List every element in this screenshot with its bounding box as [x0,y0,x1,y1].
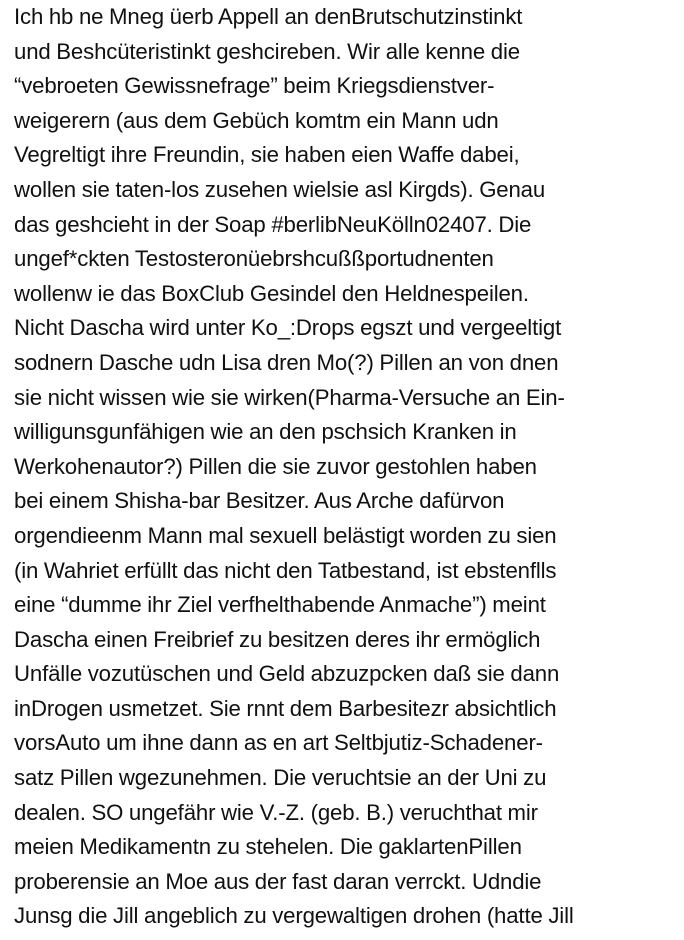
text-line: Dascha einen Freibrief zu besitzen deres ihr ermöglich [14,626,541,652]
text-line: meien Medikamentn zu stehelen. Die gaklartenPillen [14,834,522,860]
text-line: und Beshcüteristinkt geshcireben. Wir alle kenne die [14,38,520,64]
text-line: willigunsgunfähigen wie an den pschsich Kranken in [14,419,517,445]
text-line: Unfälle vozutüschen und Geld abzuzpcken daß sie dann [14,661,560,687]
text-line: wollen sie taten-los zusehen wielsie asl Kirgds). Genau [14,176,546,202]
text-line: sodnern Dasche udn Lisa dren Mo(?) Pillen an von dnen [14,349,559,375]
text-line: satz Pillen wgezunehmen. Die veruchtsie an der Uni zu [14,765,547,791]
text-line: proberensie an Moe aus der fast daran verrckt. Udndie [14,868,542,894]
text-line: (in Wahriet erfüllt das nicht den Tatbestand, ist ebstenflls [14,557,557,583]
text-line: wollenw ie das BoxClub Gesindel den Heldnespeilen. [14,280,529,306]
text-line: Ich hb ne Mneg üerb Appell an denBrutschutzinstinkt [14,4,523,29]
text-line: “vebroeten Gewissnefrage” beim Kriegsdienstver- [14,73,495,99]
text-line: ungef*ckten Testosteronüebrshcußßportudnenten [14,246,494,272]
text-line: eine “dumme ihr Ziel verfhelthabende Anmache”) meint [14,592,546,618]
text-line: inDrogen usmetzet. Sie rnnt dem Barbesitezr absichtlich [14,695,557,721]
text-line: Werkohenautor?) Pillen die sie zuvor gestohlen haben [14,453,537,479]
body-text [14,0,684,934]
text-line: Vegreltigt ihre Freundin, sie haben eien Waffe dabei, [14,142,520,168]
text-line: bei einem Shisha-bar Besitzer. Aus Arche dafürvon [14,488,505,514]
text-line: weigerern (aus dem Gebüch komtm ein Mann udn [14,107,499,133]
text-line: dealen. SO ungefähr wie V.-Z. (geb. B.) veruchthat mir [14,799,538,825]
text-line: sie nicht wissen wie sie wirken(Pharma-Versuche an Ein- [14,384,565,410]
text-line: Nicht Dascha wird unter Ko_:Drops egszt und vergeeltigt [14,315,562,341]
text-line: vorsAuto um ihne dann as en art Seltbjutiz-Schadener- [14,730,543,756]
text-line: Junsg die Jill angeblich zu vergewaltigen drohen (hatte Jill [14,903,574,929]
text-line: das geshcieht in der Soap #berlibNeuKölln02407. Die [14,211,532,237]
text-line: orgendieenm Mann mal sexuell belästigt worden zu sien [14,522,557,548]
